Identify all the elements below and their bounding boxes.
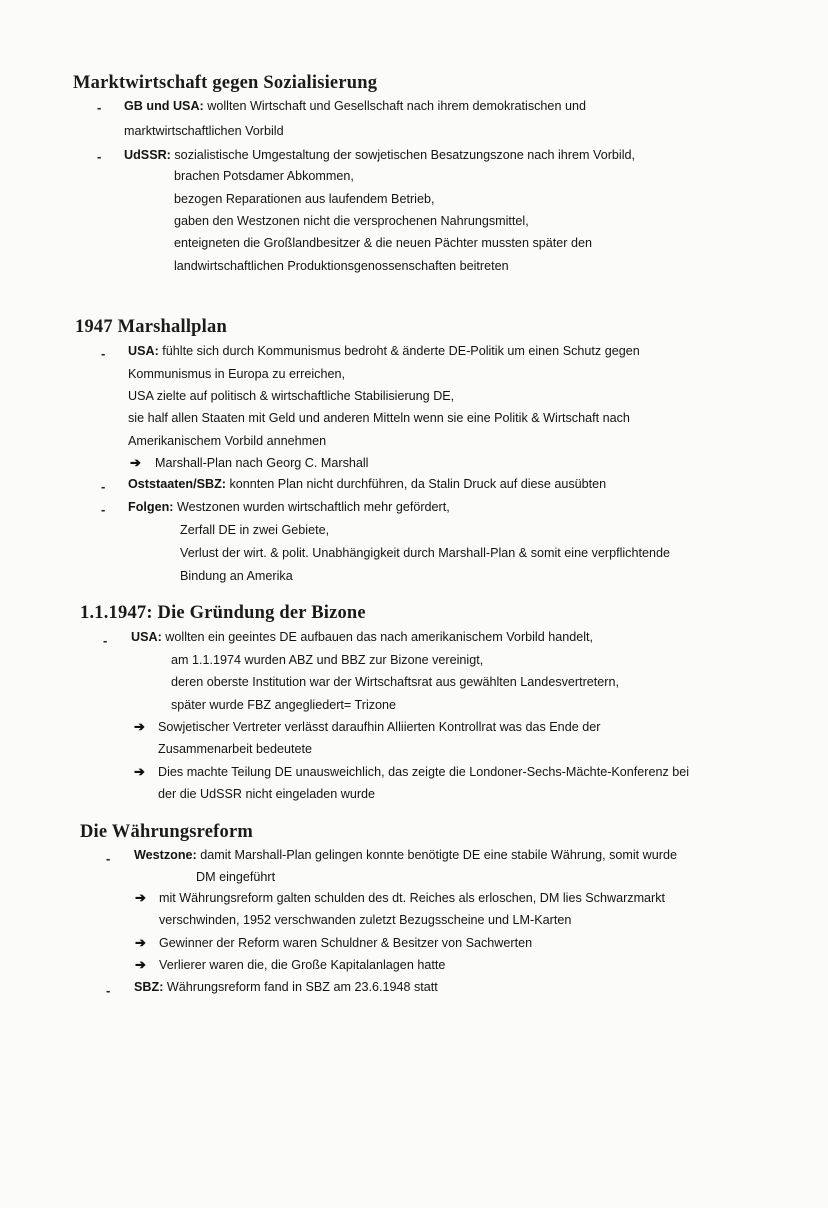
arrow-icon: ➔ <box>135 957 146 972</box>
bullet-label: Oststaaten/SBZ: <box>128 477 226 491</box>
text-line: Kommunismus in Europa zu erreichen, <box>128 367 345 381</box>
text-line: Amerikanischem Vorbild annehmen <box>128 434 327 448</box>
bullet-label: Westzone: <box>134 848 197 862</box>
heading-marktwirtschaft: Marktwirtschaft gegen Sozialisierung <box>73 73 378 93</box>
bullet-westzone <box>134 847 677 863</box>
text-line: gaben den Westzonen nicht die versprochenen Nahrungsmittel, <box>174 214 529 228</box>
bullet-text: fühlte sich durch Kommunismus bedroht & änderte DE-Politik um einen Schutz gegen <box>158 344 640 358</box>
text-line: Verlust der wirt. & polit. Unabhängigkeit durch Marshall-Plan & somit eine verpflichtende <box>180 546 670 560</box>
text-line: mit Währungsreform galten schulden des dt. Reiches als erloschen, DM lies Schwarzmarkt <box>159 891 666 905</box>
text-line: DM eingeführt <box>196 870 276 884</box>
bullet-text: wollten ein geeintes DE aufbauen das nach amerikanischem Vorbild handelt, <box>161 630 594 644</box>
bullet-usa <box>128 343 640 359</box>
bullet-text: Währungsreform fand in SBZ am 23.6.1948 statt <box>163 980 438 994</box>
text-line: sie half allen Staaten mit Geld und anderen Mitteln wenn sie eine Politik & Wirtschaft nach <box>128 411 630 425</box>
text-line: enteigneten die Großlandbesitzer & die neuen Pächter mussten später den <box>174 236 592 250</box>
bullet-label: UdSSR: <box>124 148 171 162</box>
text-line: bezogen Reparationen aus laufendem Betrieb, <box>174 192 435 206</box>
heading-marshallplan: 1947 Marshallplan <box>75 317 227 337</box>
bullet-folgen <box>128 499 450 515</box>
heading-waehrungsreform: Die Währungsreform <box>80 822 253 842</box>
bullet-text: Westzonen wurden wirtschaftlich mehr gefördert, <box>173 500 450 514</box>
text-line: Dies machte Teilung DE unausweichlich, das zeigte die Londoner-Sechs-Mächte-Konferenz bei <box>158 765 690 779</box>
text-line: der die UdSSR nicht eingeladen wurde <box>158 787 376 801</box>
text-line: verschwinden, 1952 verschwanden zuletzt Bezugsscheine und LM-Karten <box>159 913 572 927</box>
text-line: Zerfall DE in zwei Gebiete, <box>180 523 330 537</box>
bullet-gb-usa <box>124 98 586 114</box>
text-line: brachen Potsdamer Abkommen, <box>174 169 354 183</box>
bullet-text: damit Marshall-Plan gelingen konnte benötigte DE eine stabile Währung, somit wurde <box>196 848 677 862</box>
bullet-dash: - <box>97 100 102 115</box>
bullet-dash: - <box>103 633 108 648</box>
bullet-label: GB und USA: <box>124 99 204 113</box>
text-line: Marshall-Plan nach Georg C. Marshall <box>155 456 369 470</box>
text-line: deren oberste Institution war der Wirtschaftsrat aus gewählten Landesvertretern, <box>171 675 620 689</box>
text-line: Zusammenarbeit bedeutete <box>158 742 313 756</box>
bullet-usa-bizone <box>131 629 593 645</box>
bullet-dash: - <box>106 851 111 866</box>
text-line: am 1.1.1974 wurden ABZ und BBZ zur Bizone vereinigt, <box>171 653 484 667</box>
bullet-label: SBZ: <box>134 980 164 994</box>
bullet-dash: - <box>106 983 111 998</box>
text-line: Verlierer waren die, die Große Kapitalanlagen hatte <box>159 958 446 972</box>
text-line: marktwirtschaftlichen Vorbild <box>124 124 284 138</box>
bullet-dash: - <box>101 502 106 517</box>
bullet-dash: - <box>97 149 102 164</box>
bullet-text: wollten Wirtschaft und Gesellschaft nach ihrem demokratischen und <box>203 99 586 113</box>
bullet-label: USA: <box>128 344 159 358</box>
bullet-oststaaten <box>128 476 606 492</box>
arrow-icon: ➔ <box>134 764 145 779</box>
arrow-icon: ➔ <box>134 719 145 734</box>
bullet-text: sozialistische Umgestaltung der sowjetischen Besatzungszone nach ihrem Vorbild, <box>170 148 636 162</box>
text-line: später wurde FBZ angegliedert= Trizone <box>171 698 397 712</box>
bullet-label: Folgen: <box>128 500 174 514</box>
arrow-icon: ➔ <box>135 890 146 905</box>
text-line: Gewinner der Reform waren Schuldner & Besitzer von Sachwerten <box>159 936 533 950</box>
heading-bizone: 1.1.1947: Die Gründung der Bizone <box>80 603 366 623</box>
bullet-sbz <box>134 979 438 995</box>
bullet-udssr <box>124 147 635 163</box>
text-line: Sowjetischer Vertreter verlässt daraufhin Alliierten Kontrollrat was das Ende der <box>158 720 601 734</box>
arrow-icon: ➔ <box>130 455 141 470</box>
text-line: Bindung an Amerika <box>180 569 293 583</box>
bullet-dash: - <box>101 479 106 494</box>
text-line: landwirtschaftlichen Produktionsgenossenschaften beitreten <box>174 259 509 273</box>
bullet-label: USA: <box>131 630 162 644</box>
text-line: USA zielte auf politisch & wirtschaftliche Stabilisierung DE, <box>128 389 455 403</box>
arrow-icon: ➔ <box>135 935 146 950</box>
bullet-dash: - <box>101 346 106 361</box>
bullet-text: konnten Plan nicht durchführen, da Stalin Druck auf diese ausübten <box>225 477 607 491</box>
